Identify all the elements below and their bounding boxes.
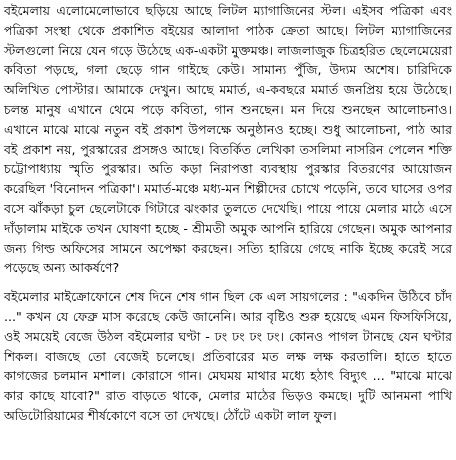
paragraph-2: বইমেলার মাইক্রোফোনে শেষ দিনে শেষ গান ছিল কে এল সায়গলের : "একদিন উঠিবে চাঁদ ..." কখন যে ফেব্রু মাস করেছে কেউ জানেনি। আর বৃষ্টিও শুরু হয়েছে এমন ফিসফিসিয়ে, ওই সময়েই বেজে উঠল বইমেলার ঘণ্টা - ঢং ঢং ঢং ঢং। কোনও পাগল টানছে যেন ঘণ্টার শিকল। বাজছে তো বেজেই চলেছে। প্রতিবারের মত লক্ষ লক্ষ করতালি। হাতে হাতে কাগজের চলমান মশাল। কোরাসে গান। মেঘময় মাথার মধ্যে হঠাৎ বিদ্যুৎ ... "মাঝে মাঝে কার কাছে যাবো?" রাত বাড়তে থাকে, মেলার মাঠের ভিড়ও কমছে। দুটি আনমনা পাখি অডিটোরিয়ামের শীর্ষকোণে বসে তা দেখছে। ঠোঁটে একটা লাল ফুল। (4, 289, 452, 423)
paragraph-gap (4, 278, 452, 287)
paragraph-1: বইমেলায় এলোমেলোভাবে ছড়িয়ে আছে লিটল ম্যাগাজিনের স্টল। এইসব পত্রিকা এবং পত্রিকা সংস্থা থেকে প্রকাশিত বইয়ের আলাদা পাঠক ক্রেতা আছে। লিটল ম্যাগাজিনের স্টলগুলো নিয়ে যেন গড়ে উঠেছে এক-একটা মুক্তমঞ্চ। লাজলাজুক চিত্রহরিত ছেলেমেয়েরা কবিতা পড়ছে, গলা ছেড়ে গান গাইছে কেউ। সামান্য পুঁজি, উদ্যম অশেষ। চারিদিকে অলিখিত পোস্টার। আমাকে দেখুন। আছে মমার্ত, এ-কবছরে মমার্ত জনপ্রিয় হয়ে উঠেছে। চলন্ত মানুষ এখানে থেমে পড়ে কবিতা, গান শুনছেন। মন দিয়ে শুনছেন আলোচনাও। এখানে মাঝে মাঝে নতুন বই প্রকাশ উপলক্ষে অনুষ্ঠানও হচ্ছে। শুধু আলোচনা, পাঠ আর বই প্রকাশ নয়, পুরস্কারের প্রসঙ্গও আছে। বিতর্কিত লেখিকা তসলিমা নাসরিন পেলেন শক্তি চট্টোপাধ্যায় স্মৃতি পুরস্কার। অতি কড়া নিরাপত্তা ব্যবস্থায় পুরস্কার বিতরণের আয়োজন করেছিল 'বিনোদন পত্রিকা'। মমার্ত-মঞ্চে মধ্য-মন শিল্পীদের চোখে পড়েনি, তবে ঘাসের ওপর বসে ঝাঁকড়া চুল ছেলেটাকে গিটারে ঝংকার তুলতে দেখেছি। পায়ে পায়ে মেলার মাঠে এসে দাঁড়ালাম মাইকে তখন ঘোষণা হচ্ছে - শ্রীমতী অমুক আপনি হারিয়ে গেছেন। অমুক আপনার জন্য গিল্ড অফিসের সামনে অপেক্ষা করছেন। সত্যি হারিয়ে গেছে নাকি ইচ্ছে করেই সরে পড়েছে অন্য আকর্ষণে? (4, 3, 452, 276)
